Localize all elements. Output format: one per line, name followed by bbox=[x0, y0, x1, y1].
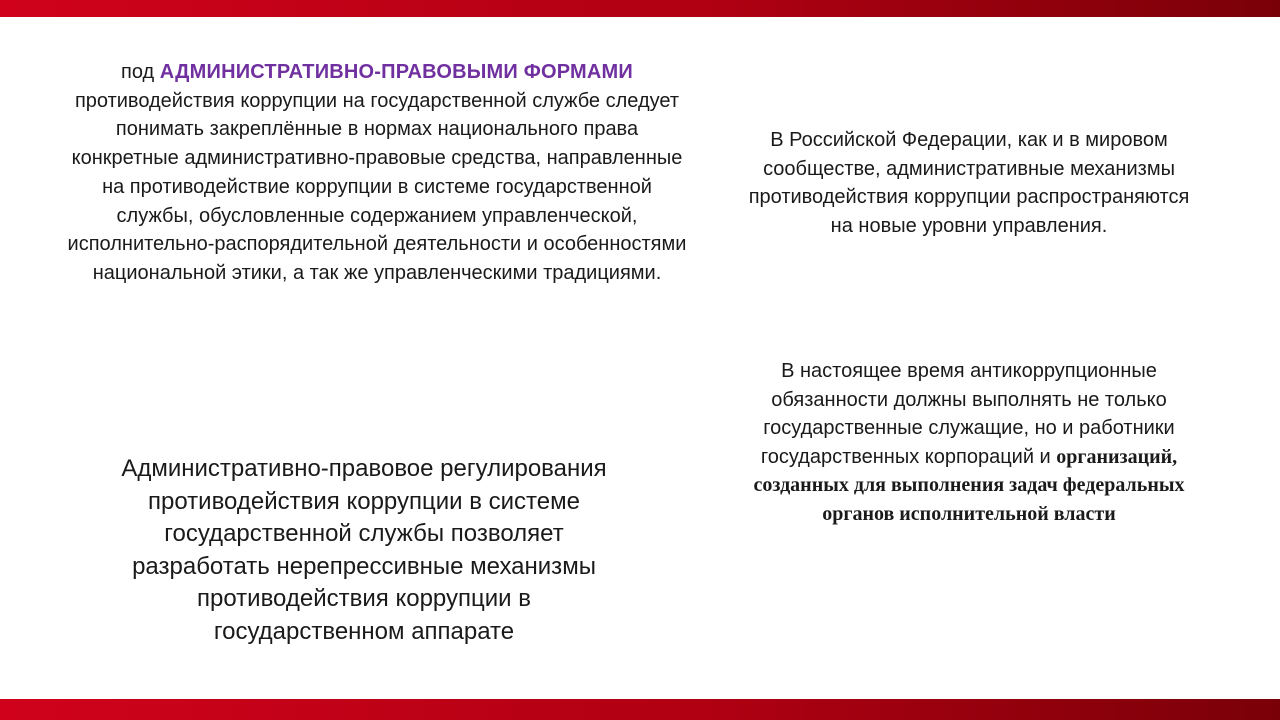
text-block-anticorruption-duties bbox=[745, 357, 1193, 529]
bottom-decorative-bar bbox=[0, 699, 1280, 720]
block1-prefix: под bbox=[121, 61, 160, 83]
text-block-regulation bbox=[112, 453, 616, 648]
text-block-russian-federation bbox=[745, 126, 1193, 240]
block1-highlight: АДМИНИСТРАТИВНО-ПРАВОВЫМИ ФОРМАМИ bbox=[159, 61, 633, 83]
block4-text: В настоящее время антикоррупционные обязанности должны выполнять не только государственные служащие, но и работники государственных корпораций и bbox=[760, 360, 1175, 468]
text-block-administrative-forms bbox=[62, 58, 692, 288]
block2-text: Административно-правовое регулирования противодействия коррупции в системе государственной службы позволяет разработать нерепрессивные механизмы противодействия коррупции в государственном аппарате bbox=[121, 455, 607, 645]
top-decorative-bar bbox=[0, 0, 1280, 17]
block3-text: В Российской Федерации, как и в мировом сообществе, административные механизмы противодействия коррупции распространяются на новые уровни управления. bbox=[748, 129, 1190, 237]
block1-body: противодействия коррупции на государственной службе следует понимать закреплённые в нормах национального права конкретные административно-правовые средства, направленные на противодействие коррупции в системе государственной службы, обусловленные содержанием управленческой, исполнительно-распорядительной деятельности и особенностями национальной этики, а так же управленческими традициями. bbox=[67, 89, 687, 284]
block4-bold-text: организаций, созданных для выполнения задач федеральных органов исполнительной власти bbox=[753, 445, 1185, 525]
